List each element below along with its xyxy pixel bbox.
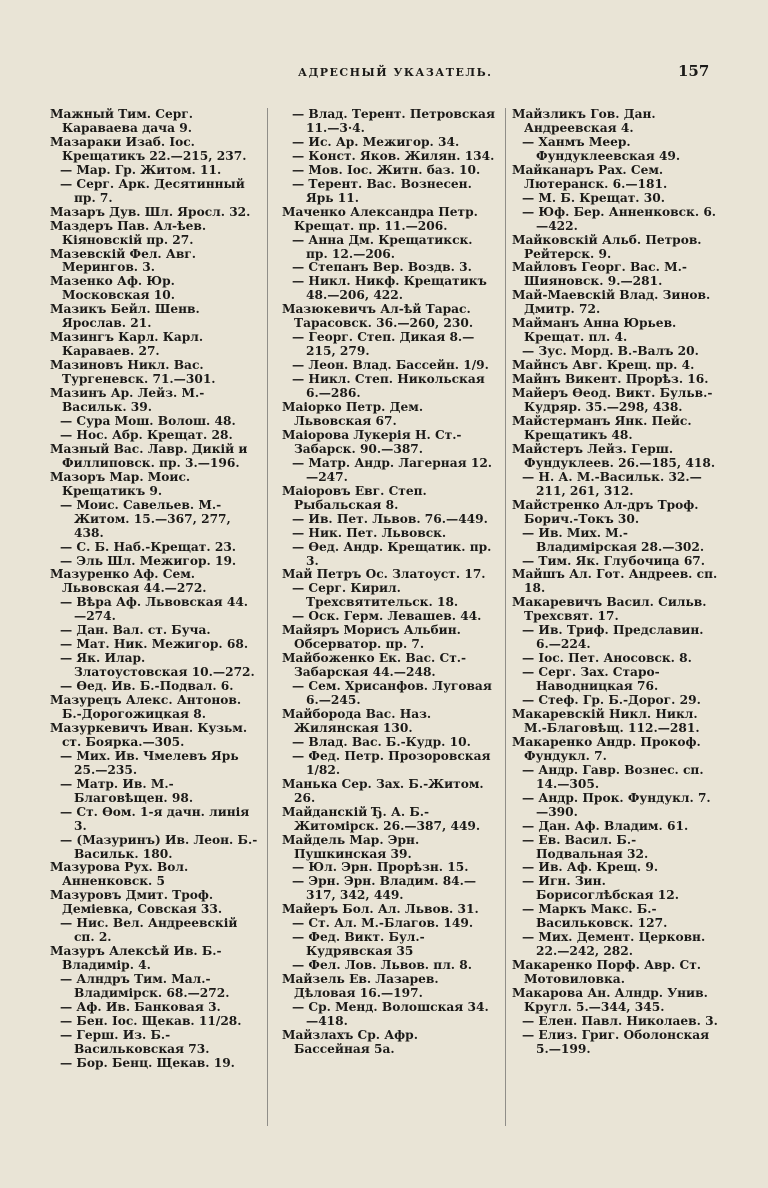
- directory-entry: — Ник. Пет. Львовск.: [292, 525, 447, 540]
- directory-entry: Майзликъ Гов. Дан. Андреевская 4.: [512, 107, 656, 135]
- directory-entry: — Андр. Прок. Фундукл. 7.—390.: [522, 790, 711, 819]
- directory-entry: — Зус. Морд. В.-Валъ 20.: [522, 344, 699, 359]
- directory-entry: Манька Сер. Зах. Б.-Житом. 26.: [282, 776, 484, 805]
- page-header: [0, 62, 768, 86]
- directory-entry: — Фел. Лов. Львов. пл. 8.: [292, 958, 473, 973]
- column-middle: [282, 108, 495, 1057]
- directory-entry: — Терент. Вас. Вознесен. Ярь 11.: [292, 176, 472, 205]
- directory-entry: — Бен. Іос. Щекав. 11/28.: [60, 1013, 242, 1028]
- directory-entry: — Мов. Іос. Житн. баз. 10.: [292, 162, 481, 177]
- directory-entry: — Матр. Андр. Лагерная 12.—247.: [292, 455, 493, 484]
- column-left: [50, 108, 258, 1071]
- directory-entry: — Никл. Никф. Крещатикъ 48.—206, 422.: [292, 274, 487, 303]
- directory-entry: — Эль Шл. Межигор. 19.: [60, 553, 237, 568]
- directory-entry: Майеръ Ѳеод. Викт. Бульв.-Кудряр. 35.—298, 438.: [512, 386, 713, 415]
- directory-entry: — Анна Дм. Крещатикск. пр. 12.—206.: [292, 232, 473, 261]
- directory-entry: — Моис. Савельев. М.-Житом. 15.—367, 277, 438.: [60, 497, 231, 540]
- directory-entry: Майковскій Альб. Петров. Рейтерск. 9.: [512, 232, 702, 261]
- directory-entry: Майдель Мар. Эрн. Пушкинская 39.: [282, 832, 420, 861]
- directory-entry: — Андр. Гавр. Вознес. сп. 14.—305.: [522, 762, 704, 791]
- directory-entry: — Серг. Кирил. Трехсвятительск. 18.: [292, 581, 459, 610]
- directory-entry: — Ѳед. Андр. Крещатик. пр. 3.: [292, 539, 492, 568]
- directory-entry: Мажный Тим. Серг. Караваева дача 9.: [50, 107, 193, 135]
- directory-entry: — Никл. Степ. Никольская 6.—286.: [292, 372, 485, 401]
- column-right: [512, 108, 718, 1057]
- directory-entry: Макарова Ан. Алндр. Унив. Кругл. 5.—344, 345.: [512, 986, 708, 1014]
- directory-entry: Мазингъ Карл. Карл. Караваев. 27.: [50, 330, 204, 359]
- directory-entry: Майстеръ Лейз. Герш. Фундуклеев. 26.—185, 418.: [512, 441, 716, 470]
- directory-entry: — Нос. Абр. Крещат. 28.: [60, 427, 233, 442]
- directory-entry: — Игн. Зин. Борисоглѣбская 12.: [522, 874, 679, 903]
- directory-entry: — Влад. Вас. Б.-Кудр. 10.: [292, 734, 471, 749]
- directory-entry: — Н. А. М.-Васильк. 32.—211, 261, 312.: [522, 469, 702, 498]
- directory-entry: — Ис. Ар. Межигор. 34.: [292, 134, 460, 149]
- directory-entry: Майловъ Георг. Вас. М.-Шияновск. 9.—281.: [512, 260, 687, 289]
- directory-entry: Маздеръ Пав. Ал-ѣев. Кіяновскій пр. 27.: [50, 218, 207, 247]
- directory-entry: — Мих. Ив. Чмелевъ Ярь 25.—235.: [60, 748, 239, 777]
- directory-entry: — Ив. Триф. Предславин. 6.—224.: [522, 623, 704, 652]
- directory-entry: — Сем. Хрисанфов. Луговая 6.—245.: [292, 679, 492, 708]
- directory-entry: Маіорко Петр. Дем. Львовская 67.: [282, 400, 424, 428]
- directory-entry: Мазенко Аф. Юр. Московская 10.: [50, 274, 176, 303]
- directory-entry: Мазевскій Фел. Авг. Мерингов. 3.: [50, 246, 197, 275]
- directory-entry: — Фед. Петр. Прозоровская 1/82.: [292, 748, 491, 777]
- directory-entry: Мазинъ Ар. Лейз. М.-Васильк. 39.: [50, 386, 205, 415]
- directory-entry: — Оск. Герм. Левашев. 44.: [292, 609, 482, 624]
- directory-entry: Майборода Вас. Наз. Жилянская 130.: [282, 706, 432, 735]
- running-title: АДРЕСНЫЙ УКАЗАТЕЛЬ.: [298, 66, 493, 79]
- directory-entry: Мазикъ Бейл. Шенв. Ярослав. 21.: [50, 302, 200, 331]
- directory-entry: Макаревичъ Васил. Сильв. Трехсвят. 17.: [512, 595, 707, 624]
- directory-entry: Маіоровъ Евг. Степ. Рыбальская 8.: [282, 483, 427, 512]
- column-divider: [505, 108, 506, 1126]
- directory-entry: — Юл. Эрн. Прорѣзн. 15.: [292, 860, 469, 875]
- column-divider: [267, 108, 268, 1126]
- directory-entry: Мазуркевичъ Иван. Кузьм. ст. Боярка.—305.: [50, 720, 248, 749]
- directory-entry: — Вѣра Аф. Львовская 44.—274.: [60, 595, 249, 624]
- directory-entry: — Ив. Аф. Крещ. 9.: [522, 860, 659, 875]
- directory-entry: Май-Маевскій Влад. Зинов. Дмитр. 72.: [512, 288, 711, 317]
- directory-entry: — Елиз. Григ. Оболонская 5.—199.: [522, 1027, 710, 1056]
- directory-entry: — М. Б. Крещат. 30.: [522, 190, 665, 205]
- directory-entry: — (Мазуринъ) Ив. Леон. Б.-Васильк. 180.: [60, 832, 258, 861]
- directory-entry: Макаренко Андр. Прокоф. Фундукл. 7.: [512, 734, 701, 763]
- directory-entry: — Ср. Менд. Волошская 34.—418.: [292, 1000, 489, 1028]
- directory-entry: Майстерманъ Янк. Пейс. Крещатикъ 48.: [512, 413, 692, 442]
- directory-entry: Макаренко Порф. Авр. Ст. Мотовиловка.: [512, 958, 701, 987]
- directory-entry: Майяръ Морисъ Альбин. Обсерватор. пр. 7.: [282, 623, 461, 652]
- directory-entry: Маченко Александра Петр. Крещат. пр. 11.—206.: [282, 204, 478, 233]
- directory-entry: Мазоръ Мар. Моис. Крещатикъ 9.: [50, 469, 191, 498]
- directory-entry: — Леон. Влад. Бассейн. 1/9.: [292, 358, 489, 373]
- directory-entry: — Георг. Степ. Дикая 8.—215, 279.: [292, 330, 475, 359]
- directory-entry: Майзель Ев. Лазарев. Дѣловая 16.—197.: [282, 972, 439, 1001]
- directory-entry: Мазюкевичъ Ал-ѣй Тарас. Тарасовск. 36.—260, 230.: [282, 302, 474, 331]
- directory-entry: — Ст. Ѳом. 1-я дачн. линія 3.: [60, 804, 250, 833]
- directory-entry: — Степанъ Вер. Воздв. 3.: [292, 260, 472, 275]
- directory-entry: — Эрн. Эрн. Владим. 84.—317, 342, 449.: [292, 874, 477, 903]
- directory-entry: — Конст. Яков. Жилян. 134.: [292, 148, 495, 163]
- directory-entry: Майбоженко Ек. Вас. Ст.-Забарская 44.—248.: [282, 651, 467, 680]
- directory-entry: — Мих. Демент. Церковн. 22.—242, 282.: [522, 930, 706, 959]
- directory-entry: Мазуренко Аф. Сем. Львовская 44.—272.: [50, 567, 207, 596]
- directory-entry: — Дан. Вал. ст. Буча.: [60, 623, 211, 638]
- directory-entry: — С. Б. Наб.-Крещат. 23.: [60, 539, 237, 554]
- directory-entry: — Сура Мош. Волош. 48.: [60, 413, 236, 428]
- directory-entry: — Ѳед. Ив. Б.-Подвал. 6.: [60, 679, 234, 694]
- directory-entry: — Тим. Як. Глубочица 67.: [522, 553, 706, 568]
- directory-entry: Мазуровъ Дмит. Троф. Деміевка, Совская 33.: [50, 888, 223, 917]
- directory-entry: Майманъ Анна Юрьев. Крещат. пл. 4.: [512, 316, 677, 345]
- directory-entry: — Нис. Вел. Андреевскій сп. 2.: [60, 916, 238, 945]
- directory-entry: Макаревскій Никл. Никл. М.-Благовѣщ. 112.—281.: [512, 706, 700, 735]
- directory-entry: Майнъ Викент. Прорѣз. 16.: [512, 372, 709, 387]
- directory-entry: Мазараки Изаб. Іос. Крещатикъ 22.—215, 237.: [50, 134, 247, 163]
- directory-entry: — Герш. Из. Б.-Васильковская 73.: [60, 1027, 210, 1056]
- directory-entry: — Як. Илар. Златоустовская 10.—272.: [60, 651, 255, 680]
- directory-entry: Майканаръ Рах. Сем. Лютеранск. 6.—181.: [512, 162, 668, 191]
- directory-entry: — Елен. Павл. Николаев. 3.: [522, 1013, 718, 1028]
- directory-entry: — Мат. Ник. Межигор. 68.: [60, 637, 249, 652]
- directory-entry: Майзлахъ Ср. Афр. Бассейная 5а.: [282, 1027, 418, 1056]
- directory-entry: Мазурова Рух. Вол. Анненковск. 5: [50, 860, 189, 889]
- directory-entry: — Фед. Викт. Бул.-Кудрявская 35: [292, 930, 425, 959]
- directory-entry: — Бор. Бенц. Щекав. 19.: [60, 1055, 235, 1070]
- directory-entry: — Алндръ Тим. Мал.-Владимірск. 68.—272.: [60, 972, 230, 1001]
- directory-entry: Мазаръ Дув. Шл. Яросл. 32.: [50, 204, 251, 219]
- directory-entry: — Ев. Васил. Б.-Подвальная 32.: [522, 832, 649, 861]
- directory-entry: — Маркъ Макс. Б.-Васильковск. 127.: [522, 902, 668, 931]
- directory-entry: — Ст. Ал. М.-Благов. 149.: [292, 916, 474, 931]
- directory-entry: — Влад. Терент. Петровская 11.—3·4.: [292, 107, 495, 135]
- directory-entry: Май Петръ Ос. Златоуст. 17.: [282, 567, 486, 582]
- directory-entry: Маіорова Лукерія Н. Ст.-Забарск. 90.—387.: [282, 427, 462, 456]
- directory-entry: — Ханмъ Меер. Фундуклеевская 49.: [522, 134, 681, 163]
- directory-entry: — Мар. Гр. Житом. 11.: [60, 162, 222, 177]
- directory-entry: — Матр. Ив. М.-Благовѣщен. 98.: [60, 776, 194, 805]
- directory-entry: Мазный Вас. Лавр. Дикій и Филлиповск. пр. 3.—196.: [50, 441, 248, 470]
- directory-entry: Мазиновъ Никл. Вас. Тургеневск. 71.—301.: [50, 358, 216, 387]
- page-number: 157: [678, 62, 710, 80]
- directory-entry: — Дан. Аф. Владим. 61.: [522, 818, 689, 833]
- directory-entry: Мазурецъ Алекс. Антонов. Б.-Дорогожицкая 8.: [50, 693, 242, 721]
- directory-entry: — Іос. Пет. Аносовск. 8.: [522, 651, 692, 666]
- directory-entry: — Ив. Пет. Львов. 76.—449.: [292, 511, 488, 526]
- directory-entry: — Серг. Зах. Старо-Наводницкая 76.: [522, 665, 660, 694]
- directory-entry: Майшъ Ал. Гот. Андреев. сп. 18.: [512, 567, 718, 596]
- directory-entry: Майнсъ Авг. Крещ. пр. 4.: [512, 358, 695, 373]
- directory-entry: — Стеф. Гр. Б.-Дорог. 29.: [522, 693, 701, 708]
- directory-entry: Мазуръ Алексѣй Ив. Б.-Владимір. 4.: [50, 944, 222, 973]
- directory-entry: — Серг. Арк. Десятинный пр. 7.: [60, 176, 245, 205]
- directory-entry: Майеръ Бол. Ал. Львов. 31.: [282, 902, 479, 917]
- directory-entry: — Ив. Мих. М.-Владимірская 28.—302.: [522, 525, 705, 554]
- directory-entry: — Юф. Бер. Анненковск. 6.—422.: [522, 204, 717, 233]
- directory-entry: — Аф. Ив. Банковая 3.: [60, 1000, 221, 1014]
- directory-entry: Майданскій Ђ. А. Б.-Житомірск. 26.—387, 449.: [282, 804, 481, 833]
- directory-entry: Майстренко Ал-дръ Троф. Борич.-Токъ 30.: [512, 497, 699, 526]
